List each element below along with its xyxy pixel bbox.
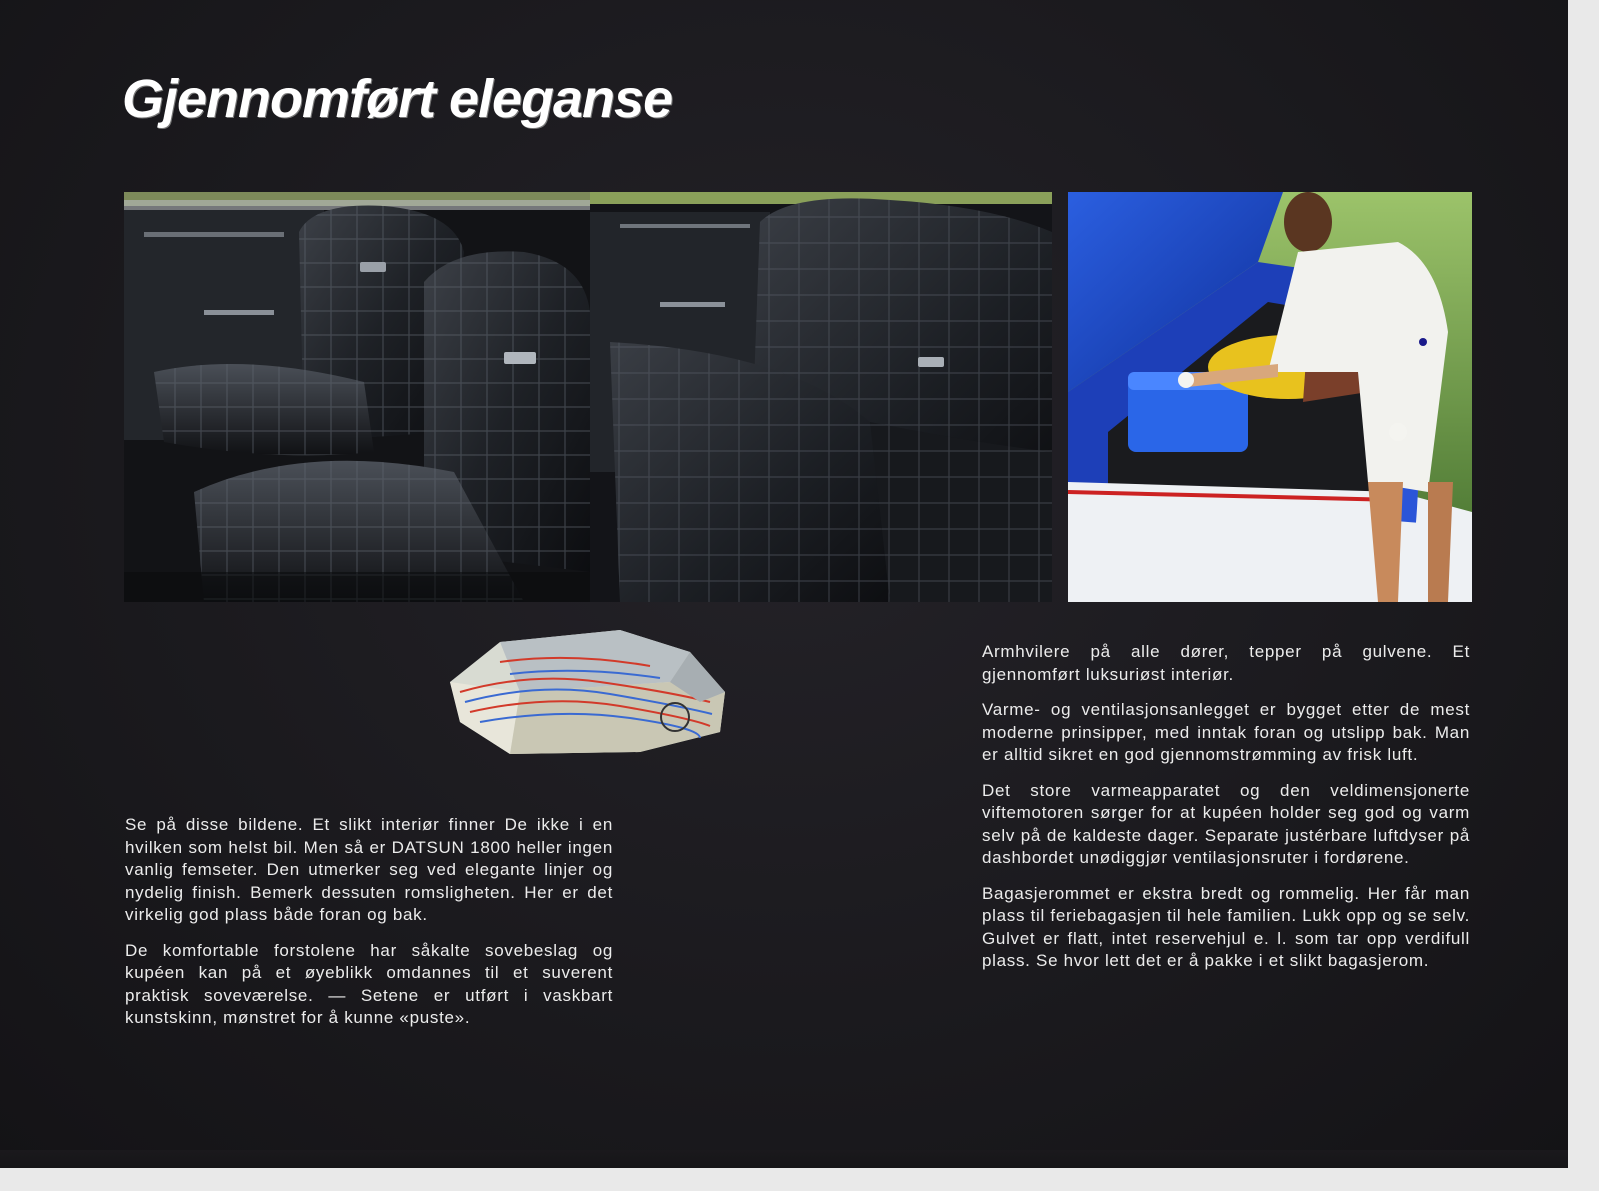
- trunk-photo: [1068, 192, 1472, 602]
- page-title: Gjennomført eleganse: [122, 69, 673, 129]
- rear-seat-photo: [590, 192, 1052, 602]
- paragraph-heater: Det store varmeapparatet og den veldimensjonerte viftemotoren sørger for at kupéen holder seg god og varm selv på de kaldeste dager. Separate justérbare luftdyser på dashbordet unødiggjør ventilasjonsruter i fordørene.: [982, 780, 1470, 867]
- paragraph-trunk: Bagasjerommet er ekstra bredt og rommelig. Her får man plass til feriebagasjen til hele familien. Lukk opp og se selv. Gulvet er flatt, intet reservehjul e. l. som tar opp verdifull plass. Se hvor lett det er å pakke i et slikt bagasjerom.: [982, 883, 1470, 970]
- right-text-column: [982, 641, 1470, 986]
- left-text-column: [125, 814, 613, 1043]
- paragraph-seats: De komfortable forstolene har såkalte sovebeslag og kupéen kan på et øyeblikk omdannes til et suverent praktisk soveværelse. — Setene er utført i vaskbart kunstskinn, mønstret for å kunne «puste».: [125, 940, 613, 1027]
- paragraph-interior: Se på disse bildene. Et slikt interiør finner De ikke i en hvilken som helst bil. Men så er DATSUN 1800 heller ingen vanlig femseter. Den utmerker seg ved elegante linjer og nydelig finish. Bemerk dessuten romsligheten. Her er det virkelig god plass både foran og bak.: [125, 815, 613, 924]
- paragraph-ventilation: Varme- og ventilasjonsanlegget er bygget etter de mest moderne prinsipper, med inntak foran og utslipp bak. Man er alltid sikret en god gjennomstrømming av frisk luft.: [982, 700, 1470, 764]
- page-bottom-edge: [0, 1150, 1568, 1168]
- paragraph-armrests: Armhvilere på alle dører, tepper på gulvene. Et gjennomført luksuriøst interiør.: [982, 642, 1470, 684]
- ventilation-diagram: [440, 622, 730, 758]
- front-seats-photo: [124, 192, 590, 602]
